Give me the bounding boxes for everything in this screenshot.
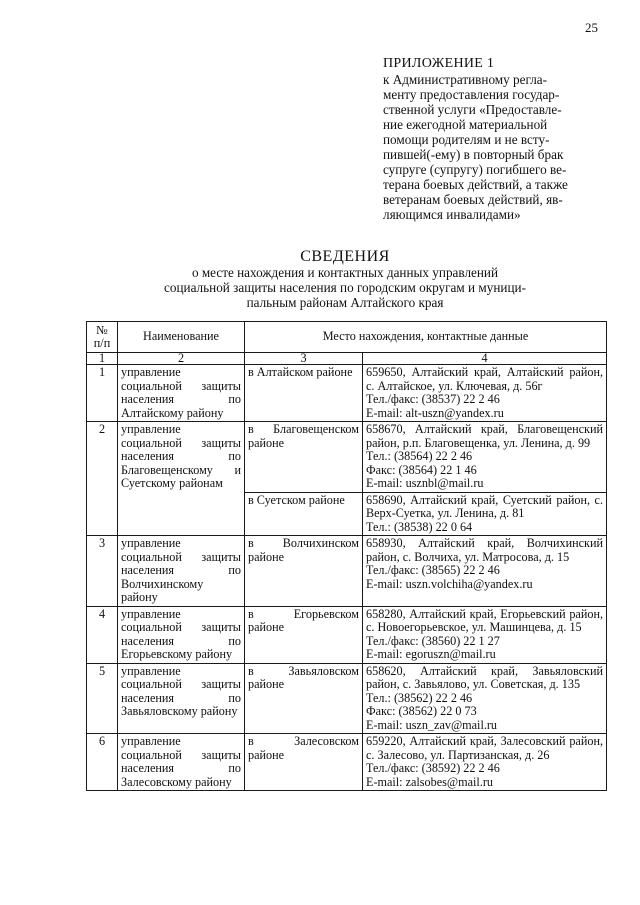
heading-line: пальным районам Алтайского края [246,295,444,310]
contact-fax: Факс: (38562) 22 0 73 [366,704,477,718]
office-contact [363,365,607,422]
row-number: 4 [87,606,118,663]
appendix-line: ляющимся инвалидами» [383,207,521,222]
table-row [87,536,607,607]
heading-line: о месте нахождения и контактных данных управлений [191,265,499,280]
appendix-line: к Административному регла- [383,72,548,87]
contact-address: 659220, Алтайский край, Залесовский район, с. Залесово, ул. Партизанская, д. 26 [366,734,604,762]
contact-address: 659650, Алтайский край, Алтайский район, с. Алтайское, ул. Ключевая, д. 56г [366,365,604,393]
office-district: в Завьяловском районе [245,663,363,734]
table-header-row [87,322,607,353]
col-number: 1 [87,353,118,365]
contact-phone: Тел./факс: (38560) 22 1 27 [366,633,500,648]
header-num: № п/п [87,322,118,353]
office-district: в Благовещенском районе [245,422,363,493]
appendix-title: ПРИЛОЖЕНИЕ 1 [383,56,495,71]
office-contact [363,734,607,791]
page-number: 25 [585,20,598,35]
offices-table [86,321,607,791]
office-district: в Залесовском районе [245,734,363,791]
contact-fax: Факс: (38564) 22 1 46 [366,462,477,477]
office-contact [363,663,607,734]
appendix-line: помощи родителям и не всту- [383,132,550,147]
column-numbers-row [87,353,607,365]
heading-title: СВЕДЕНИЯ [300,248,390,265]
office-district: в Егорьевском районе [245,606,363,663]
contact-email: E-mail: usznbl@mail.ru [366,476,484,490]
appendix-block [383,56,607,222]
contact-address: 658670, Алтайский край, Благовещенский район, р.п. Благовещенка, ул. Ленина, д. 99 [366,422,604,450]
office-contact [363,606,607,663]
row-number: 5 [87,663,118,734]
office-name: управление социальной защиты населения по Алтайскому району [118,365,245,422]
office-name: управление социальной защиты населения по Егорьевскому району [118,606,245,663]
table-row [87,365,607,422]
office-contact [363,492,607,536]
contact-address: 658620, Алтайский край, Завьяловский район, с. Завьялово, ул. Советская, д. 135 [366,663,604,691]
row-number: 3 [87,536,118,607]
office-name: управление социальной защиты населения по Волчихинскому району [118,536,245,607]
contact-address: 658280, Алтайский край, Егорьевский район, с. Новоегорьевское, ул. Машинцева, д. 15 [366,606,604,634]
col-number: 3 [245,353,363,365]
office-district: в Суетском районе [245,492,363,536]
office-contact [363,422,607,493]
appendix-line: ние ежегодной материальной [383,117,548,132]
table-row [87,663,607,734]
contact-email: E-mail: uszn.volchiha@yandex.ru [366,576,533,591]
contact-address: 658930, Алтайский край, Волчихинский район, с. Волчиха, ул. Матросова, д. 15 [366,536,604,564]
document-heading [100,248,590,310]
table-row [87,606,607,663]
office-contact [363,536,607,607]
appendix-line: пившей(-ему) в повторный брак [383,147,564,162]
contact-address: 658690, Алтайский край, Суетский район, с. Верх-Суетка, ул. Ленина, д. 81 [366,492,604,520]
contact-phone: Тел.: (38564) 22 2 46 [366,449,473,463]
table-row [87,422,607,493]
header-name: Наименование [118,322,245,353]
appendix-line: терана боевых действий, а также [383,177,568,192]
appendix-line: ственной услуги «Предоставле- [383,102,562,117]
table-row [87,734,607,791]
office-name: управление социальной защиты населения по Благовещенскому и Суетскому районам [118,422,245,536]
contact-phone: Тел.: (38562) 22 2 46 [366,690,473,705]
appendix-line: ветеранам боевых действий, яв- [383,192,563,207]
appendix-line: супруге (супругу) погибшего ве- [383,162,567,177]
contact-phone: Тел./факс: (38565) 22 2 46 [366,563,500,577]
header-location: Место нахождения, контактные данные [245,322,607,353]
col-number: 2 [118,353,245,365]
appendix-line: менту предоставления государ- [383,87,560,102]
row-number: 2 [87,422,118,536]
contact-phone: Тел./факс: (38537) 22 2 46 [366,392,500,406]
office-district: в Волчихинском районе [245,536,363,607]
row-number: 1 [87,365,118,422]
contact-email: E-mail: alt-uszn@yandex.ru [366,405,504,420]
office-district: в Алтайском районе [245,365,363,422]
row-number: 6 [87,734,118,791]
contact-email: E-mail: zalsobes@mail.ru [366,774,493,789]
contact-phone: Тел./факс: (38592) 22 2 46 [366,761,500,775]
appendix-text [383,72,607,222]
col-number: 4 [363,353,607,365]
office-name: управление социальной защиты населения по Завьяловскому району [118,663,245,734]
contact-email: E-mail: uszn_zav@mail.ru [366,717,498,732]
contact-phone: Тел.: (38538) 22 0 64 [366,519,473,534]
contact-email: E-mail: egoruszn@mail.ru [366,647,496,661]
office-name: управление социальной защиты населения по Залесовскому району [118,734,245,791]
heading-line: социальной защиты населения по городским округам и муници- [164,280,526,295]
